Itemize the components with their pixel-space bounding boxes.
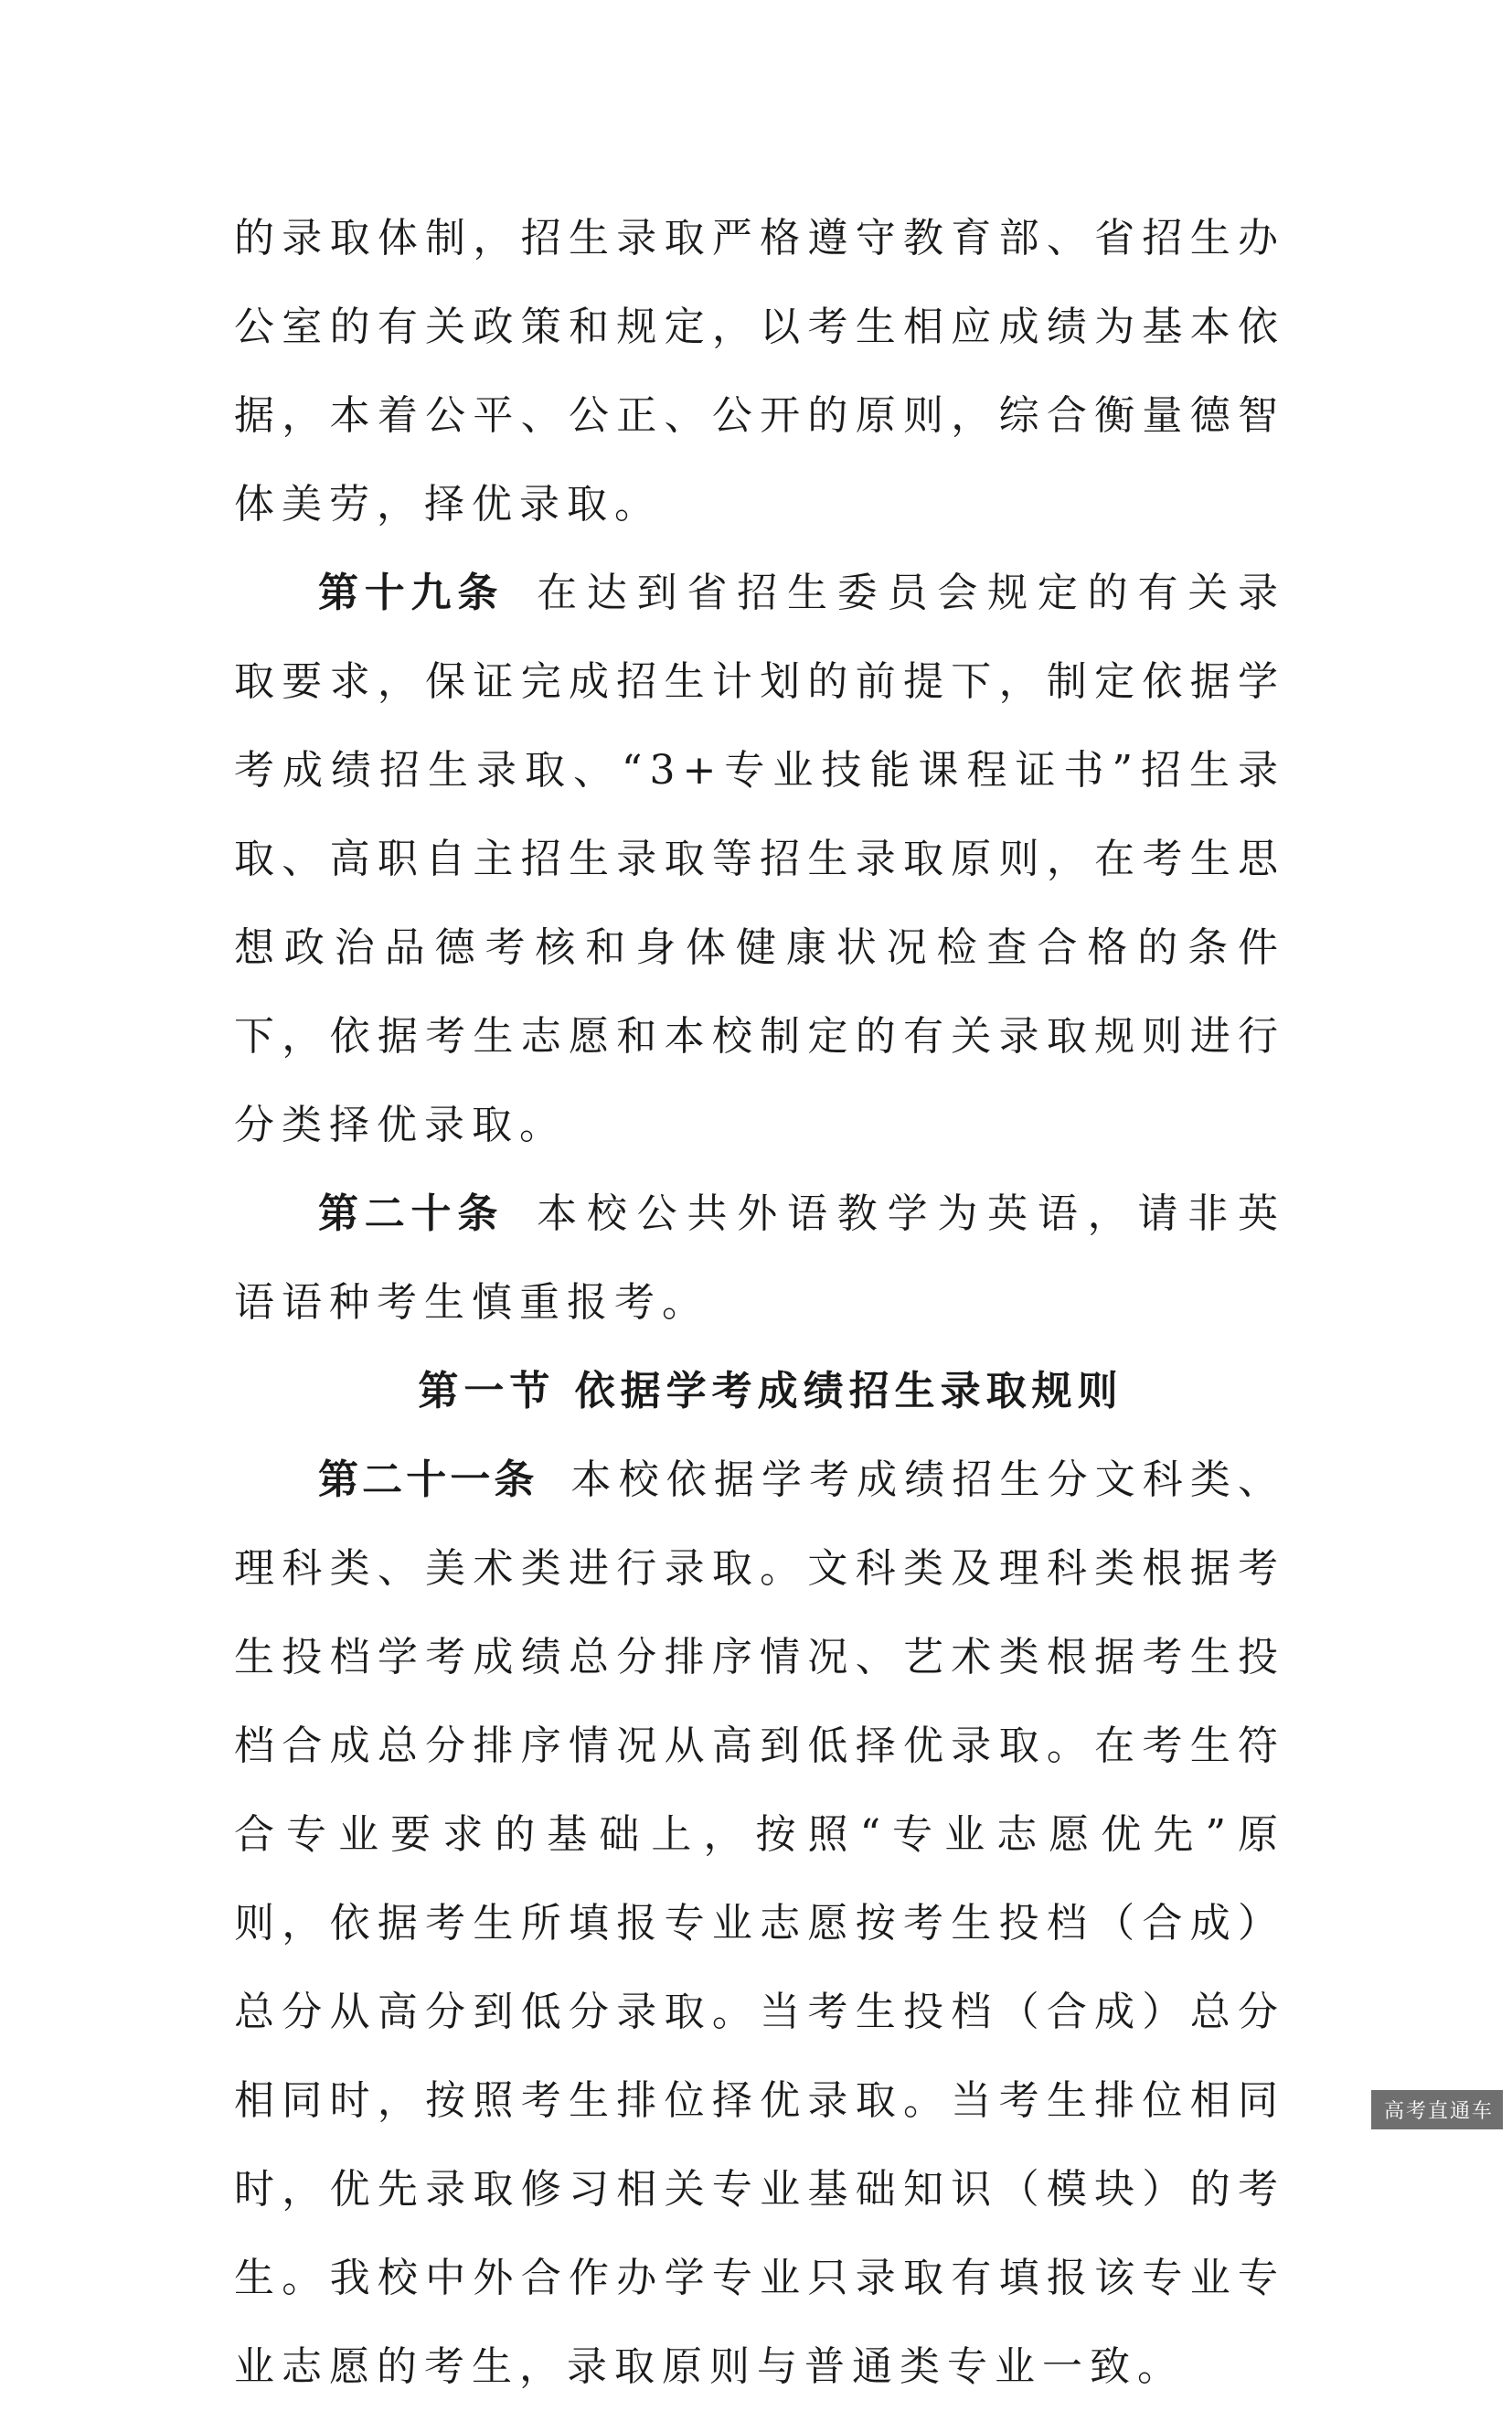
- section-heading: 第一节 依据学考成绩招生录取规则: [418, 1368, 1123, 1414]
- paragraph-text: 本校公共外语教学为英语，请非英语语种考生慎重报考。: [234, 1190, 1286, 1326]
- paragraph-text: 在达到省招生委员会规定的有关录取要求，保证完成招生计划的前提下，制定依据学考成绩招生录取、“3+专业技能课程证书”招生录取、高职自主招生录取等招生录取原则，在考生思想政治品德考核和身体健康状况检查合格的条件下，依据考生志愿和本校制定的有关录取规则进行分类择优录取。: [234, 570, 1286, 1148]
- article-21-paragraph: [234, 1435, 1285, 2411]
- paragraph-continuation: [234, 194, 1285, 549]
- article-number: 第十九条: [318, 570, 505, 616]
- article-20-paragraph: [234, 1169, 1285, 1347]
- document-body: [234, 194, 1285, 2411]
- watermark-logo: 高考直通车: [1371, 2090, 1503, 2129]
- article-number: 第二十条: [318, 1190, 505, 1237]
- paragraph-text: 的录取体制，招生录取严格遵守教育部、省招生办公室的有关政策和规定，以考生相应成绩为基本依据，本着公平、公正、公开的原则，综合衡量德智体美劳，择优录取。: [234, 215, 1285, 528]
- paragraph-text: 本校依据学考成绩招生分文科类、理科类、美术类进行录取。文科类及理科类根据考生投档学考成绩总分排序情况、艺术类根据考生投档合成总分排序情况从高到低择优录取。在考生符合专业要求的基础上，按照“专业志愿优先”原则，依据考生所填报专业志愿按考生投档（合成）总分从高分到低分录取。当考生投档（合成）总分相同时，按照考生排位择优录取。当考生排位相同时，优先录取修习相关专业基础知识（模块）的考生。我校中外合作办学专业只录取有填报该专业专业志愿的考生，录取原则与普通类专业一致。: [234, 1456, 1286, 2390]
- article-19-paragraph: [234, 549, 1285, 1169]
- article-number: 第二十一条: [318, 1456, 538, 1503]
